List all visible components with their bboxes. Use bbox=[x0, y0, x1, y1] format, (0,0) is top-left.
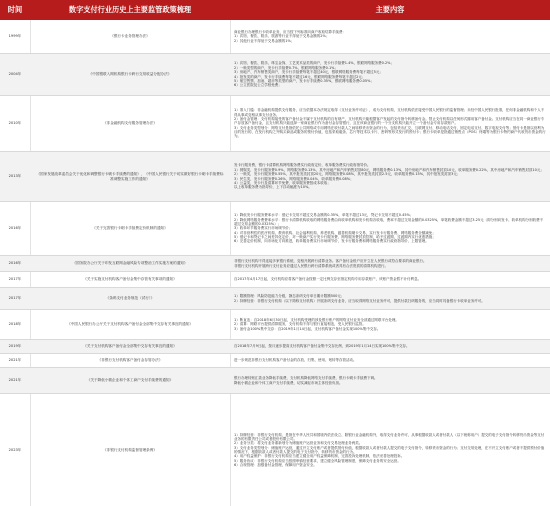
row-content-text: 1）断直连：自2018年6月30日起，支付机构受理的涉及银行账户的网络支付业务全部通过网联平台处理。 2）清算：网联平台提供清算服务，支付机构不得与银行直接相连，受人民银行监管。 3）备付金100%集中交存：自2019年1月14日起，支付机构客户备付金实现100%集中交存。 bbox=[234, 317, 399, 331]
row-content-text: 1）准入门槛：非金融机构提供支付服务，应当依据本办法规定取得《支付业务许可证》，成为支付机构，支付机构依法接受中国人民银行的监督管理；未经中国人民银行批准，任何非金融机构和个人不得从事或变相从事支付业务。 2）备付金管理：支付机构接受的客户备付金不属于支付机构的自有财产，支付机构只能根据客户发起的支付指令转移备付金。禁止支付机构以任何形式挪用客户备付金。支付机构应当在同一商业银行专户存放客户备付金，且支付机构只能选择一家商业银行作为备付金存管银行，且在该商业银行的一个分支机构只能开立一个备付金专用存款账户。 3）支付业务类型划分：网络支付是指依托公共网络或专用网络在收付款人之间转移货币资金的行为，包括货币汇兑、互联网支付、移动电话支付、固定电话支付、数字电视支付等；预付卡是指以营利为目的发行的、在发行机构之外购买商品或服务的预付价值，包括采取磁条、芯片等技术以卡片、密码等形式发行的预付卡；银行卡收单是指通过销售点（POS）终端等为银行卡特约商户代收货币资金的行为。 bbox=[234, 108, 546, 139]
row-content-text: 1）降低发卡行服务费率水平：借记卡交易不超过交易金额的0.35%，单笔不超过13元，贷记卡交易不超过0.45%； 2）降低网络服务费费率水平：银行卡清算机构收取的网络服务费由向收单机构和发卡机构各收取，费率不超过交易金额的0.0325%，单笔收费金额不超过3.25元（即分别向发卡、收单机构分别收费不超过交易金额的0.0325%）； 3）收单环节服务费实行市场调节价； 4）对非营利性的医疗机构、教育机构、社会福利机构、养老机构、慈善机构刷卡交易，实行发卡行服务费、网络服务费全额减免； 5）借记卡和贷记卡之间差异化定价，对一般商户实行发卡行服务费、网络服务费封顶控制，给予过渡期，过渡期内实行优惠措施； 6）完善定价机制，向市场化方向推进，收单服务费实行市场调节价，发卡行服务费和网络服务费实行政府指导价、上限管理。 bbox=[234, 213, 544, 244]
row-content bbox=[230, 20, 550, 53]
row-year: 2016年 bbox=[8, 261, 22, 265]
row-content-text: 1）持牌经营：非银行支付机构，是指在中华人民共和国境内依法设立、除银行业金融机构外，取得支付业务许可，从事根据收款人或者付款人（以下统称用户）提交的电子支付指令转移货币资金等支付业务的有限责任公司或者股份有限公司。 2）业务分类：将支付业务重新划分为储值账户运营业务和支付交易处理业务两类。 3）支付业务类型划分：储值账户运营，通过开立支付账户或者提供预付价值，根据收款人或者付款人提交的电子支付指令，转移货币资金的行为；支付交易处理，在不开立支付账户或者不提供预付价值的情况下，根据收款人或者付款人提交的电子支付指令，转移货币资金的行为。 4）用户权益保护：非银行支付机构应当建立健全用户权益保障机制，完善投诉处理机制，依法妥善处理投诉。 5）服务协议：非银行支付机构应当按照审慎经营要求，建立健全风险管理制度，保障支付业务的安全运营。 6）合规管理：加强备付金管理，保障用户资金安全。 bbox=[234, 432, 545, 468]
row-content bbox=[230, 368, 550, 393]
table-header bbox=[0, 0, 550, 20]
row-year: 2021年 bbox=[8, 378, 22, 382]
table-row bbox=[0, 256, 550, 272]
row-policy: 《条码支付业务规范（试行）》 bbox=[105, 296, 155, 301]
table-row bbox=[0, 288, 550, 310]
row-policy: 《关于实施支付机构客户备付金集中存管有关事项的通知》 bbox=[83, 277, 177, 282]
row-year: 2023年 bbox=[8, 447, 22, 452]
row-year: 2021年 bbox=[8, 358, 22, 362]
table-row bbox=[0, 272, 550, 288]
row-policy: 《非金融机构支付服务管理办法》 bbox=[103, 121, 157, 126]
row-policy: 《国务院办公厅关于印发互联网金融风险专项整治工作实施方案的通知》 bbox=[72, 261, 188, 266]
row-content bbox=[230, 202, 550, 255]
header-content: 主要内容 bbox=[375, 5, 405, 14]
row-content bbox=[230, 54, 550, 95]
row-year: 1999年 bbox=[8, 34, 22, 38]
row-year: 2010年 bbox=[8, 121, 22, 125]
table-row bbox=[0, 96, 550, 152]
row-content-text: 商业银行办理银行卡收单业务，应当按下列标准向商户收取结算手续费： 1）宾馆、餐饮、娱乐、旅游等行业不得低于交易金额的2%； 2）其他行业不得低于交易金额的1%； bbox=[234, 29, 346, 43]
row-content bbox=[230, 256, 550, 271]
row-policy: 《银行卡业务管理办法》 bbox=[110, 34, 150, 39]
row-policy: 《国家发展改革委员会关于优化和调整银行卡刷卡手续费的通知》、《中国人民银行关于切实做好银行卡刷卡手续费标准调整实施工作的通知》 bbox=[36, 171, 224, 181]
row-year: 2013年 bbox=[8, 174, 22, 178]
table-row bbox=[0, 368, 550, 394]
row-content-text: 1）宾馆、餐饮、娱乐、珠宝金饰、工艺美术品类的商户，发卡行手续费1.4%，银联网络服务费0.2%； 2）一般类型的商户，发卡行手续费0.7%，银联网络服务费0.1%； 3）房地产、汽车销售类商户，发卡行手续费每笔不超过40元，银联网络服务费每笔不超过5元； 4）批发类的商户，发卡行手续费每笔不超过16元，银联网络服务费每笔不超过2元； 5）航空售票、加油、超市等类型的商户，发卡行手续费0.35%，银联网络服务费0.05%； 6）公立医院及公立学校免费； bbox=[234, 61, 395, 88]
row-content-text: 1）限额管理：风险防范能力分级，静态条码支付单日累计限额500元； 2）持牌经营：非银行支付机构（以下简称支付机构）开展条码支付业务，应当取得网络支付业务许可，提供付款扫码服务的，应当同时具备银行卡收单业务许可。 bbox=[234, 294, 485, 303]
row-content bbox=[230, 310, 550, 339]
row-content bbox=[230, 394, 550, 506]
table-row bbox=[0, 54, 550, 96]
row-policy: 《中国银联入网机构银行卡跨行交易收益分配办法》 bbox=[88, 72, 172, 77]
table-row bbox=[0, 354, 550, 368]
row-policy: 《非银行支付机构客户备付金存管办法》 bbox=[97, 358, 163, 363]
table-row bbox=[0, 310, 550, 340]
row-content bbox=[230, 340, 550, 353]
row-content-text: 自2018年7月9日起，按月逐步提高支付机构客户备付金集中交存比例，到2019年1月14日实现100%集中交存。 bbox=[234, 344, 410, 349]
row-content bbox=[230, 152, 550, 201]
row-year: 2017年 bbox=[8, 277, 22, 281]
header-time: 时间 bbox=[7, 5, 23, 14]
row-content bbox=[230, 272, 550, 287]
row-content bbox=[230, 96, 550, 151]
table-row bbox=[0, 20, 550, 54]
row-content bbox=[230, 288, 550, 309]
row-year: 2018年 bbox=[8, 322, 22, 326]
table-row bbox=[0, 202, 550, 256]
header-policy: 数字支付行业历史上主要监管政策梳理 bbox=[68, 5, 192, 14]
table-row bbox=[0, 394, 550, 506]
table-row bbox=[0, 152, 550, 202]
row-policy: 《关于完善银行卡刷卡手续费定价机制的通知》 bbox=[92, 226, 168, 231]
row-year: 2017年 bbox=[8, 296, 22, 300]
row-policy: 《关于支付机构客户备付金全部集中交存有关事宜的通知》 bbox=[83, 344, 177, 349]
row-year: 2016年 bbox=[8, 226, 22, 230]
row-content-text: 银行办理转账汇款业务降低手续费，支付机构降低网络支付手续费，银行卡刷卡手续费下调。 降低小微企业和个体工商户支付手续费，切实减轻市场主体经营负担。 bbox=[234, 376, 378, 385]
row-content-text: 非银行支付机构不得连接多家银行系统，变相开展跨行清算业务。客户备付金账户应开立在人民银行或符合要求的商业银行。 非银行支付机构开展跨行支付业务应通过人民银行跨行清算系统或者具有合法资质的清算机构进行。 bbox=[234, 259, 427, 268]
row-policy: 《中国人民银行办公厅关于支付机构客户备付金全部集中交存有关事宜的通知》 bbox=[67, 322, 193, 327]
row-policy: 《非银行支付机构监督管理条例》 bbox=[103, 447, 157, 452]
row-content bbox=[230, 354, 550, 367]
row-content-text: 进一步规范非银行支付机构客户备付金的存放、归集、使用、划转等存管活动。 bbox=[234, 358, 357, 363]
row-policy: 《关于降低小微企业和个体工商户支付手续费的通知》 bbox=[86, 378, 174, 383]
row-year: 2004年 bbox=[8, 72, 22, 76]
row-year: 2019年 bbox=[8, 344, 22, 348]
row-content-text: 发卡行服务费、银行卡清算机构网络服务费实行政府定价，收单服务费实行政府指导价。 1）餐娱类，发卡行服务费0.9%，网络服务费0.13%，其中房地产和汽车销售封顶80元，网络服务费0.13%，其中房地产和汽车销售封顶10元，收单服务费0.22%，其中房地产和汽车销售封顶10元； 2）一般类，发卡行服务费0.55%，其中批发类封顶20元，网络服务费0.08%，其中批发类封顶2.5元，收单服务费0.15%，其中批发类封顶3元； 3）民生类，发卡行服务费0.26%，网络服务费0.04%，收单服务费0.08%； 4）公益类，发卡行及清算环节免费，收单服务费按成本收取； 以上收单服务费为指导价，上下浮动幅度为10%。 bbox=[234, 163, 544, 190]
row-content-text: 自2017年4月17日起，支付机构应将客户备付金按照一定比例交存至指定机构专用存款账户，该账户资金暂不计付利息。 bbox=[234, 277, 422, 282]
table-row bbox=[0, 340, 550, 354]
